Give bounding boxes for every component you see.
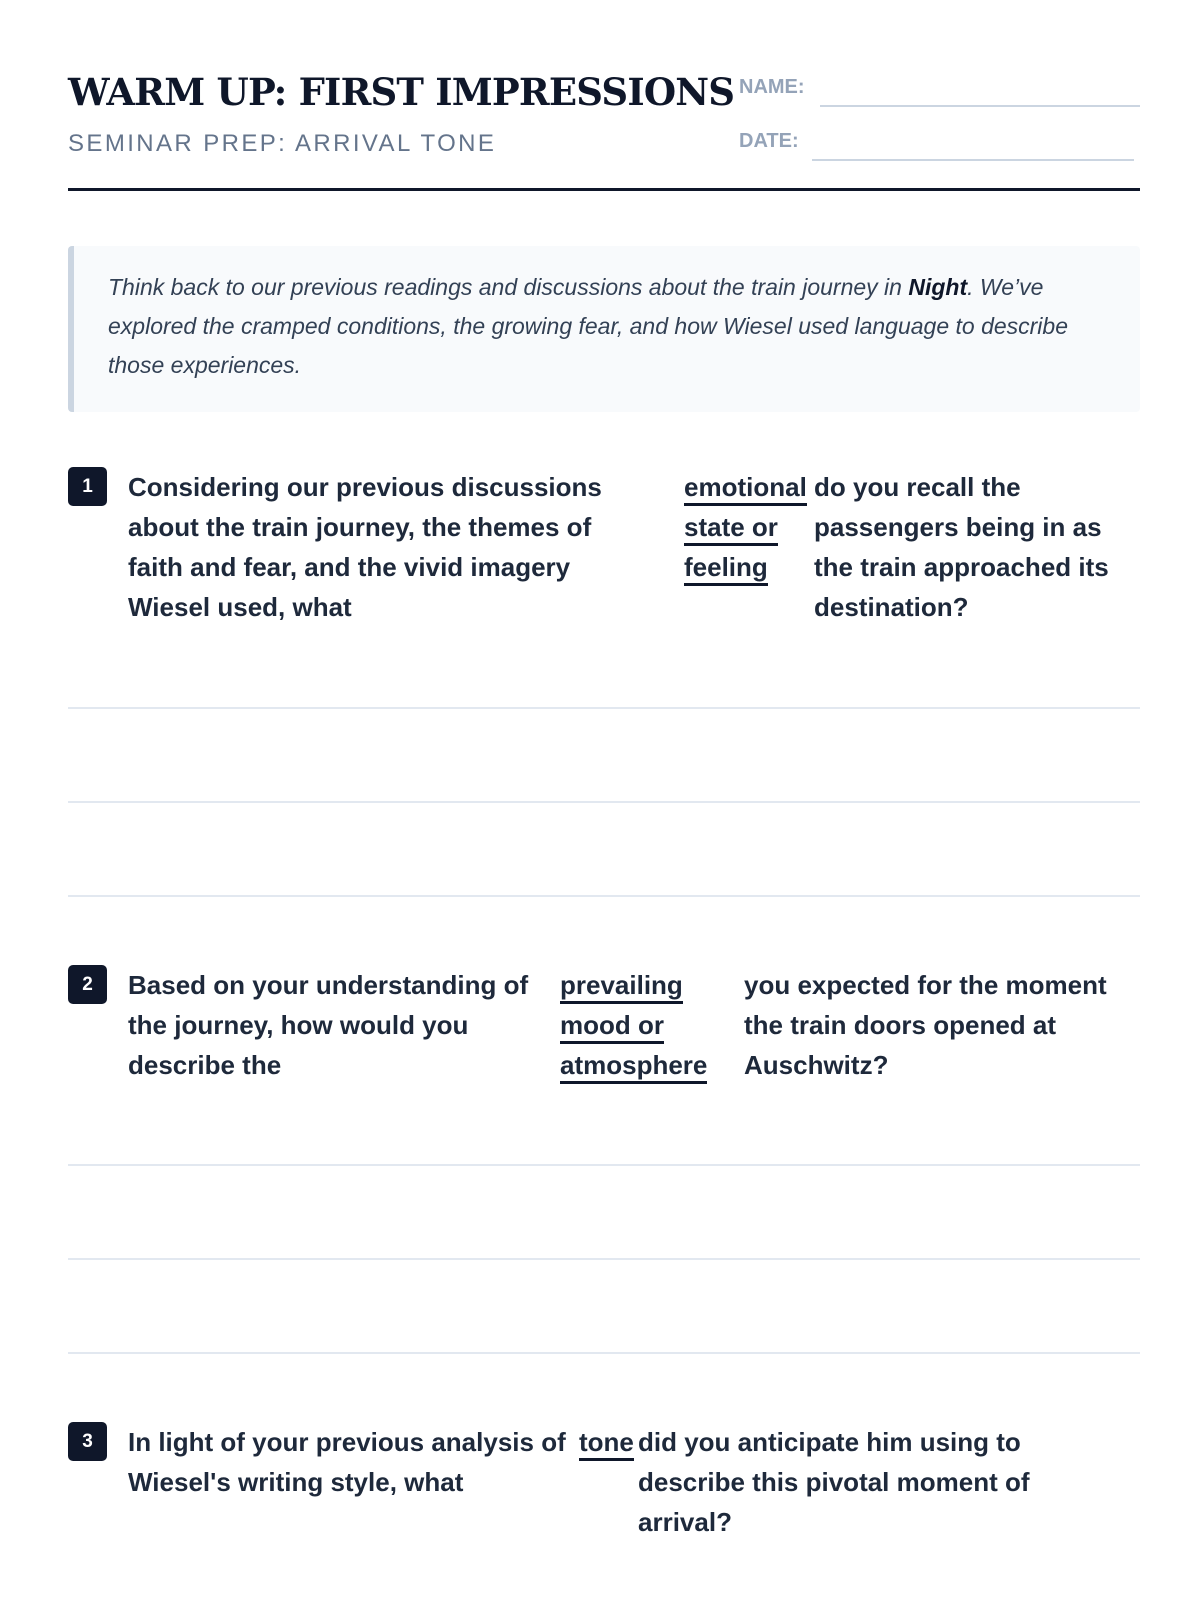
- question-3-text: In light of your previous analysis of Wiesel's writing style, what: [128, 1427, 566, 1497]
- intro-callout: [68, 246, 1140, 412]
- book-title: Night: [908, 274, 968, 300]
- question-1-text-end: do you recall the passengers being in as the train approached its destination?: [814, 472, 1109, 622]
- answer-line[interactable]: [68, 707, 1140, 709]
- answer-line[interactable]: [68, 1352, 1140, 1354]
- question-2-keyword: prevailing mood or atmosphere: [560, 965, 730, 1085]
- question-1-keyword: emotional state or feeling: [684, 467, 816, 587]
- name-field[interactable]: [820, 105, 1140, 107]
- answer-line[interactable]: [68, 1164, 1140, 1166]
- date-label: DATE:: [739, 130, 799, 152]
- header-divider: [68, 188, 1140, 191]
- name-label: NAME:: [739, 76, 805, 98]
- answer-line[interactable]: [68, 895, 1140, 897]
- question-2-text: Based on your understanding of the journey, how would you describe the: [128, 970, 529, 1080]
- question-3-keyword: tone: [579, 1422, 641, 1462]
- page-subtitle: SEMINAR PREP: ARRIVAL TONE: [68, 130, 497, 157]
- page-title: WARM UP: FIRST IMPRESSIONS: [68, 70, 735, 114]
- question-number-2: 2: [68, 965, 107, 1004]
- question-3-text-end: did you anticipate him using to describe this pivotal moment of arrival?: [638, 1427, 1030, 1537]
- question-1-text: Considering our previous discussions about the train journey, the themes of faith and fear, and the vivid imagery Wiesel used, what: [128, 472, 602, 622]
- question-number-1: 1: [68, 467, 107, 506]
- date-field[interactable]: [812, 159, 1134, 161]
- question-number-3: 3: [68, 1422, 107, 1461]
- answer-line[interactable]: [68, 801, 1140, 803]
- intro-text: Think back to our previous readings and discussions about the train journey in Night. We’ve explored the cramped conditions, the growing fear, and how Wiesel used language to describe those experiences.: [108, 274, 1069, 378]
- question-2-text-end: you expected for the moment the train doors opened at Auschwitz?: [744, 970, 1107, 1080]
- answer-line[interactable]: [68, 1258, 1140, 1260]
